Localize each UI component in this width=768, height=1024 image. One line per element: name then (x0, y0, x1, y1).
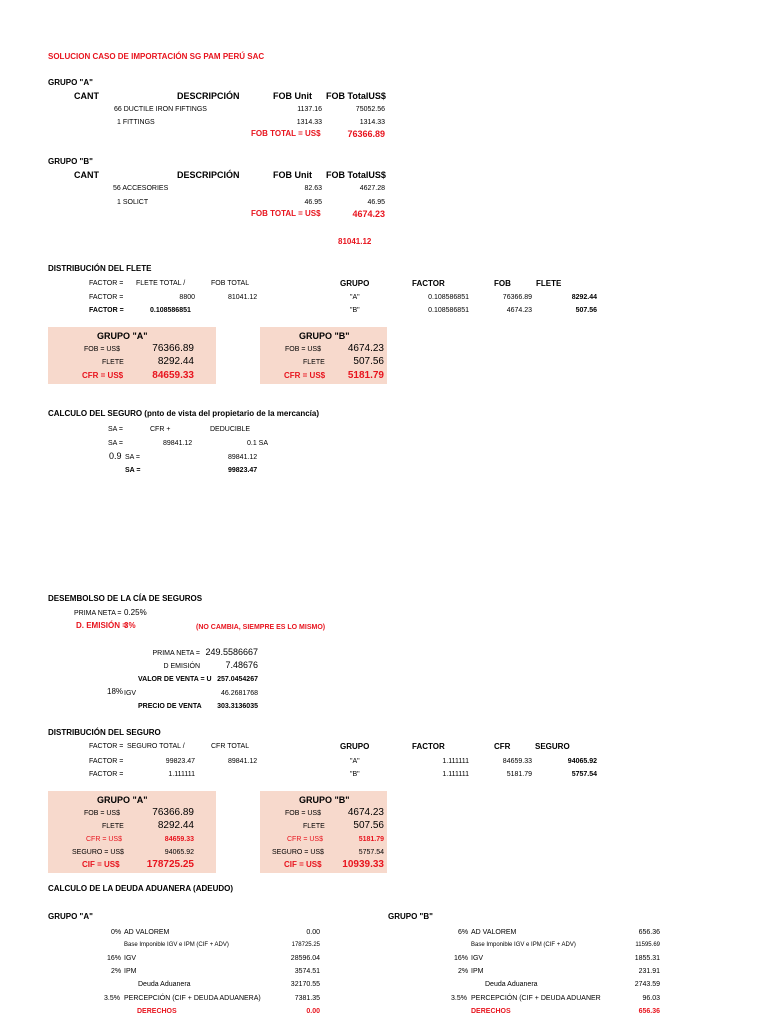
flete-row2-factor: 0.108586851 (428, 307, 469, 314)
db-r2-label: Base Imponible IGV e IPM (CIF + ADV) (471, 942, 576, 948)
flete-r1-c: FOB TOTAL (211, 280, 250, 287)
des-line1-label: PRIMA NETA = (152, 650, 200, 657)
da-r4-pct: 2% (111, 968, 122, 975)
db-r1-label: AD VALOREM (471, 929, 517, 936)
flete-hdr-grupo: GRUPO (340, 279, 370, 288)
gb-row2-desc: 1 SOLICT (117, 199, 149, 206)
des-line2-value: 7.48676 (225, 660, 258, 670)
deuda-b-title: GRUPO "B" (388, 912, 433, 921)
col-fob-unit: FOB Unit (273, 91, 312, 101)
ds-hdr-seguro: SEGURO (535, 742, 570, 751)
des-line3-value: 257.0454267 (217, 676, 258, 683)
da-r3-value: 28596.04 (290, 955, 320, 962)
seg-r1-c: DEDUCIBLE (210, 426, 251, 433)
prima-neta-label: PRIMA NETA = (74, 610, 122, 617)
deuda-a-title: GRUPO "A" (48, 912, 93, 921)
ds-hdr-cfr: CFR (494, 742, 511, 751)
ga-row1-desc: 66 DUCTILE IRON FIFTINGS (114, 106, 207, 113)
db-derechos-value: 656.36 (638, 1008, 660, 1015)
flete-hdr-fob: FOB (494, 279, 511, 288)
db-derechos-label: DERECHOS (471, 1008, 511, 1015)
da-r3-pct: 16% (107, 955, 122, 962)
col-cant: CANT (74, 91, 99, 101)
seguro-heading: CALCULO DEL SEGURO (pnto de vista del propietario de la mercancía) (48, 409, 320, 418)
desembolso-heading: DESEMBOLSO DE LA CÍA DE SEGUROS (48, 594, 203, 603)
page-title: SOLUCION CASO DE IMPORTACIÓN SG PAM PERÚ SAC (48, 52, 265, 61)
cif-b-cif-label: CIF = US$ (284, 860, 322, 869)
ga-row1-total: 75052.56 (355, 106, 385, 113)
da-r2-value: 178725.25 (291, 942, 320, 948)
db-r1-value: 656.36 (638, 929, 660, 936)
cfr-a-fob: 76366.89 (152, 343, 194, 354)
gb-row2-unit: 46.95 (304, 199, 322, 206)
col-fob-total-b: FOB TotalUS$ (326, 170, 386, 180)
flete-r1-b: FLETE TOTAL / (136, 280, 186, 287)
cif-b-cfr: 5181.79 (358, 836, 384, 843)
cfr-b-cfr-label: CFR = US$ (284, 371, 326, 380)
emision-value: 3% (124, 621, 136, 630)
grupo-a-heading: GRUPO "A" (48, 78, 93, 87)
grand-total: 81041.12 (338, 237, 372, 246)
col-descripcion-b: DESCRIPCIÓN (177, 170, 240, 180)
cfr-a-title: GRUPO "A" (97, 331, 148, 341)
ga-row2-desc: 1 FITTINGS (117, 119, 155, 126)
des-line5-label: PRECIO DE VENTA (138, 703, 202, 710)
ds-row2-grupo: "B" (350, 771, 360, 778)
ds-row1-seguro: 94065.92 (567, 758, 597, 765)
db-r2-value: 11595.69 (635, 942, 660, 948)
des-line3-label: VALOR DE VENTA = U (138, 676, 212, 683)
prima-neta-value: 0.25% (124, 608, 147, 617)
flete-row1-factor: 0.108586851 (428, 294, 469, 301)
cif-a-cif-label: CIF = US$ (82, 860, 120, 869)
db-r3-pct: 16% (454, 955, 469, 962)
seg-r1-b: CFR + (150, 426, 171, 433)
db-r1-pct: 6% (458, 929, 469, 936)
ds-hdr-grupo: GRUPO (340, 742, 370, 751)
col-fob-total: FOB TotalUS$ (326, 91, 386, 101)
ga-fob-total-value: 76366.89 (347, 129, 385, 139)
db-r4-pct: 2% (458, 968, 469, 975)
cfr-a-flete: 8292.44 (157, 356, 194, 367)
seg-r2-a: SA = (108, 440, 123, 447)
ga-row2-unit: 1314.33 (296, 119, 322, 126)
db-r4-label: IPM (471, 968, 484, 975)
gb-row2-total: 46.95 (367, 199, 385, 206)
da-derechos-label: DERECHOS (137, 1008, 177, 1015)
da-r6-pct: 3.5% (104, 995, 120, 1002)
flete-row1-fob: 76366.89 (502, 294, 532, 301)
cif-a-cif: 178725.25 (146, 859, 194, 870)
db-r6-label: PERCEPCIÓN (CIF + DEUDA ADUANER (471, 995, 601, 1002)
ds-row2-cfr: 5181.79 (506, 771, 532, 778)
seg-r3-a: SA = (125, 454, 140, 461)
flete-heading: DISTRIBUCIÓN DEL FLETE (48, 264, 152, 273)
cfr-b-flete-label: FLETE (303, 359, 325, 366)
ds-r2-a: FACTOR = (89, 758, 124, 765)
cif-b-seguro: 5757.54 (358, 849, 384, 856)
ds-row1-factor: 1.111111 (442, 758, 469, 765)
deuda-heading: CALCULO DE LA DEUDA ADUANERA (ADEUDO) (48, 884, 234, 893)
seg-r2-b: 89841.12 (163, 440, 193, 447)
da-r3-label: IGV (124, 955, 137, 962)
ds-r1-b: SEGURO TOTAL / (127, 743, 185, 750)
da-r5-value: 32170.55 (290, 981, 320, 988)
des-line4-value: 46.2681768 (221, 690, 258, 697)
ds-row2-factor: 1.111111 (442, 771, 469, 778)
ds-r1-a: FACTOR = (89, 743, 124, 750)
cif-a-cfr-label: CFR = US$ (86, 836, 122, 843)
flete-r2-a: FACTOR = (89, 294, 124, 301)
cif-b-fob-label: FOB = US$ (285, 810, 321, 817)
db-r6-pct: 3.5% (451, 995, 467, 1002)
da-derechos-value: 0.00 (306, 1008, 320, 1015)
ds-r3-a: FACTOR = (89, 771, 124, 778)
ds-r1-c: CFR TOTAL (211, 743, 250, 750)
igv-pct: 18% (107, 687, 124, 696)
flete-r2-b: 8800 (179, 294, 195, 301)
da-r4-label: IPM (124, 968, 137, 975)
ga-row1-unit: 1137.16 (297, 106, 322, 113)
flete-hdr-factor: FACTOR (412, 279, 445, 288)
col-cant-b: CANT (74, 170, 99, 180)
seg-r3-c: 89841.12 (228, 454, 258, 461)
cif-a-seguro-label: SEGURO = US$ (72, 849, 124, 856)
cif-a-title: GRUPO "A" (97, 795, 148, 805)
ds-r3-b: 1.111111 (168, 771, 195, 778)
grupo-b-heading: GRUPO "B" (48, 157, 93, 166)
flete-row2-grupo: "B" (350, 307, 360, 314)
emision-note: (NO CAMBIA, SIEMPRE ES LO MISMO) (196, 624, 326, 631)
cfr-b-cfr: 5181.79 (347, 370, 384, 381)
des-line4-label: IGV (124, 690, 137, 697)
flete-r3-b: 0.108586851 (150, 307, 191, 314)
seg-r2-c: 0.1 SA (247, 440, 269, 447)
da-r1-value: 0.00 (306, 929, 320, 936)
cfr-a-cfr: 84659.33 (152, 370, 194, 381)
seg-r4-a: SA = (125, 467, 141, 474)
gb-fob-total-value: 4674.23 (352, 209, 385, 219)
db-r5-label: Deuda Aduanera (485, 981, 538, 988)
des-line5-value: 303.3136035 (217, 703, 258, 710)
cif-b-cif: 10939.33 (342, 859, 384, 870)
seg-r4-c: 99823.47 (228, 467, 258, 474)
db-r6-value: 96.03 (642, 995, 660, 1002)
da-r6-label: PERCEPCIÓN (CIF + DEUDA ADUANERA) (124, 995, 261, 1002)
db-r3-value: 1855.31 (634, 955, 660, 962)
cfr-b-title: GRUPO "B" (299, 331, 350, 341)
cif-b-fob: 4674.23 (347, 807, 384, 818)
cif-b-flete-label: FLETE (303, 823, 325, 830)
da-r1-pct: 0% (111, 929, 122, 936)
cif-b-title: GRUPO "B" (299, 795, 350, 805)
flete-r3-a: FACTOR = (89, 307, 124, 314)
ds-row1-cfr: 84659.33 (502, 758, 532, 765)
cif-a-fob: 76366.89 (152, 807, 194, 818)
col-fob-unit-b: FOB Unit (273, 170, 312, 180)
flete-hdr-flete: FLETE (536, 279, 562, 288)
gb-fob-total-label: FOB TOTAL = US$ (251, 209, 321, 218)
da-r4-value: 3574.51 (294, 968, 320, 975)
da-r6-value: 7381.35 (294, 995, 320, 1002)
dist-seguro-heading: DISTRIBUCIÓN DEL SEGURO (48, 728, 161, 737)
ga-fob-total-label: FOB TOTAL = US$ (251, 129, 321, 138)
cif-a-flete: 8292.44 (157, 820, 194, 831)
col-descripcion: DESCRIPCIÓN (177, 91, 240, 101)
cfr-b-flete: 507.56 (353, 356, 384, 367)
flete-r1-a: FACTOR = (89, 280, 124, 287)
db-r3-label: IGV (471, 955, 484, 962)
flete-r2-c: 81041.12 (228, 294, 258, 301)
da-r1-label: AD VALOREM (124, 929, 170, 936)
cfr-a-fob-label: FOB = US$ (84, 346, 120, 353)
cif-b-seguro-label: SEGURO = US$ (272, 849, 324, 856)
cif-a-cfr: 84659.33 (164, 836, 194, 843)
cfr-b-fob-label: FOB = US$ (285, 346, 321, 353)
da-r5-label: Deuda Aduanera (138, 981, 191, 988)
cfr-a-cfr-label: CFR = US$ (82, 371, 124, 380)
db-r4-value: 231.91 (638, 968, 660, 975)
gb-row1-total: 4627.28 (359, 185, 385, 192)
ds-row2-seguro: 5757.54 (571, 771, 597, 778)
cfr-b-fob: 4674.23 (347, 343, 384, 354)
seg-r1-a: SA = (108, 426, 123, 433)
ds-row1-grupo: "A" (350, 758, 360, 765)
da-r2-label: Base Imponible IGV e IPM (CIF + ADV) (124, 942, 229, 948)
cif-a-flete-label: FLETE (102, 823, 124, 830)
cif-b-cfr-label: CFR = US$ (287, 836, 323, 843)
ga-row2-total: 1314.33 (359, 119, 385, 126)
des-line2-label: D EMISIÓN (163, 663, 200, 670)
cif-a-seguro: 94065.92 (164, 849, 194, 856)
seg-r3-pre: 0.9 (109, 451, 122, 461)
cif-a-fob-label: FOB = US$ (84, 810, 120, 817)
flete-row2-fob: 4674.23 (506, 307, 532, 314)
gb-row1-desc: 56 ACCESORIES (113, 185, 169, 192)
cif-b-flete: 507.56 (353, 820, 384, 831)
flete-row2-flete: 507.56 (575, 307, 597, 314)
flete-row1-grupo: "A" (350, 294, 360, 301)
des-line1-value: 249.5586667 (205, 647, 258, 657)
ds-r2-c: 89841.12 (228, 758, 258, 765)
ds-r2-b: 99823.47 (165, 758, 195, 765)
ds-hdr-factor: FACTOR (412, 742, 445, 751)
db-r5-value: 2743.59 (634, 981, 660, 988)
emision-label: D. EMISIÓN = (76, 621, 127, 630)
flete-row1-flete: 8292.44 (571, 294, 597, 301)
cfr-a-flete-label: FLETE (102, 359, 124, 366)
gb-row1-unit: 82.63 (304, 185, 322, 192)
